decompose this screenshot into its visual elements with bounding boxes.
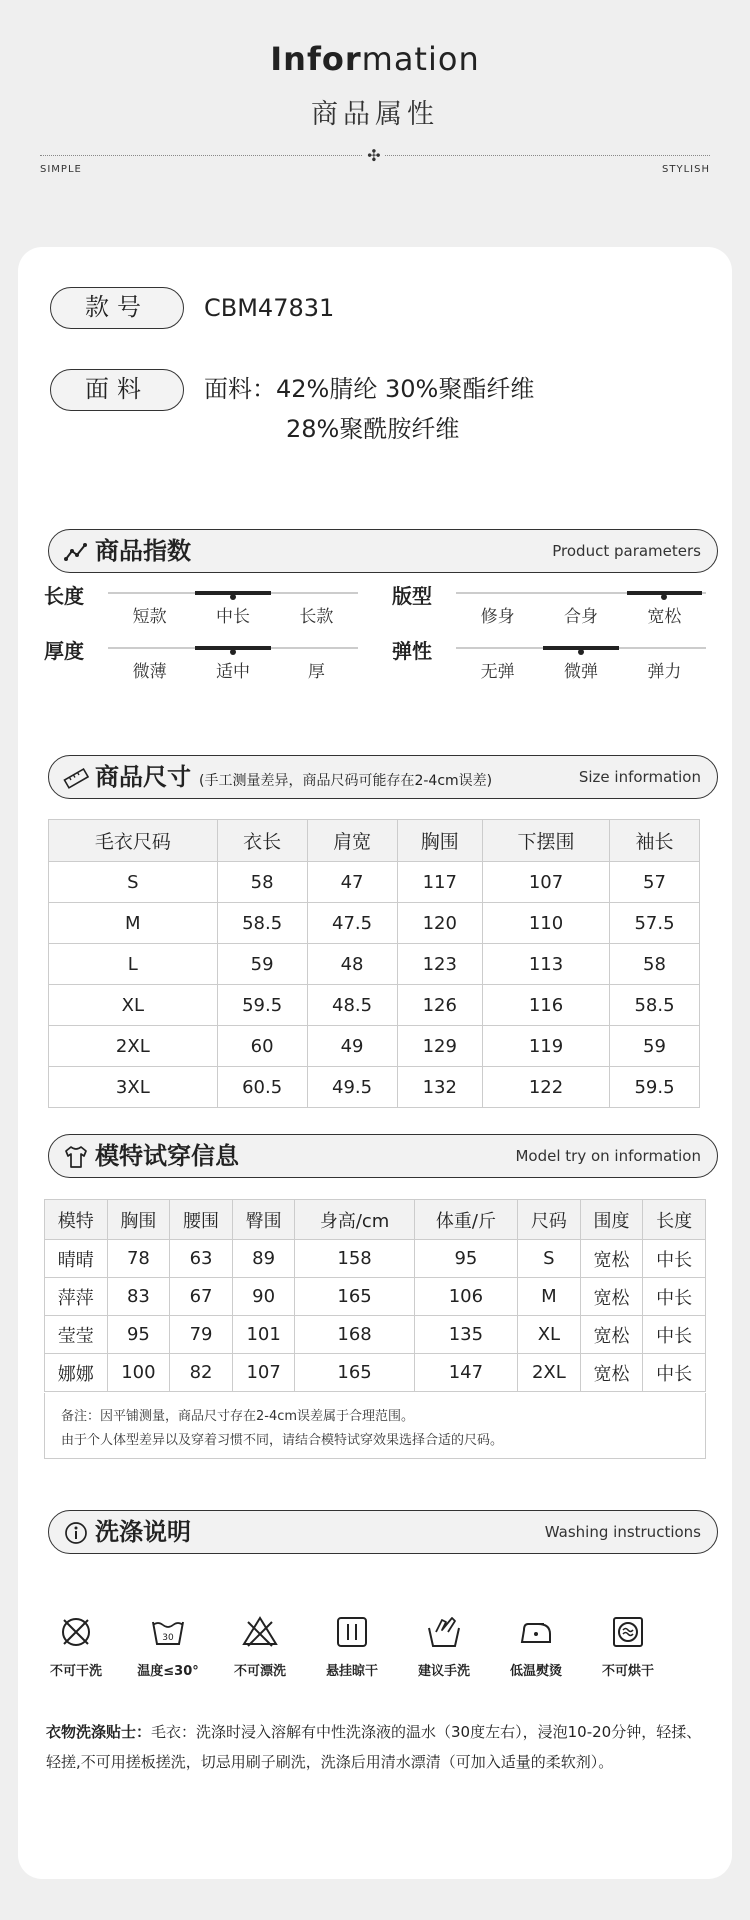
size-table-cell: 59	[610, 1026, 700, 1067]
size-table-cell: 59	[217, 944, 307, 985]
fabric-line-1: 面料：42%腈纶 30%聚酯纤维	[204, 375, 535, 403]
section-title-size	[95, 756, 492, 802]
model-table-cell: 宽松	[580, 1316, 643, 1354]
index-option: 微弹	[564, 662, 598, 682]
index-option: 修身	[480, 607, 515, 627]
fabric-label: 面料	[50, 369, 184, 411]
index-option: 宽松	[647, 607, 682, 627]
model-table	[44, 1199, 706, 1392]
model-note-1: 备注：因平铺测量，商品尺寸存在2-4cm误差属于合理范围。	[61, 1409, 415, 1424]
model-table-cell: 63	[170, 1240, 233, 1278]
model-table-header-cell: 体重/斤	[414, 1200, 517, 1240]
model-table-cell: M	[518, 1278, 581, 1316]
size-table-header	[49, 820, 700, 862]
header-title	[0, 40, 750, 78]
model-table-cell: 宽松	[580, 1240, 643, 1278]
size-table-row	[49, 903, 700, 944]
model-table-cell: 101	[232, 1316, 295, 1354]
index-label: 版型	[392, 584, 432, 608]
size-table-cell: XL	[49, 985, 218, 1026]
size-table-cell: 132	[397, 1067, 482, 1108]
hand-wash-icon	[396, 1612, 492, 1652]
model-table-cell: 165	[295, 1278, 414, 1316]
no-bleach-icon	[212, 1612, 308, 1652]
washing-item	[580, 1612, 676, 1679]
size-table-row	[49, 985, 700, 1026]
size-table-row	[49, 1067, 700, 1108]
section-title-en-indices: Product parameters	[552, 542, 701, 560]
trend-icon	[63, 539, 89, 565]
model-number-label: 款号	[50, 287, 184, 329]
model-table-header-cell: 胸围	[107, 1200, 170, 1240]
model-table-cell: 宽松	[580, 1278, 643, 1316]
washing-item	[488, 1612, 584, 1679]
model-table-cell: 莹莹	[45, 1316, 108, 1354]
section-bar-indices	[48, 529, 718, 573]
model-table-header-cell: 模特	[45, 1200, 108, 1240]
ruler-icon	[63, 765, 89, 791]
model-table-header-cell: 身高/cm	[295, 1200, 414, 1240]
no-dry-clean-icon	[28, 1612, 124, 1652]
size-table-cell: 47.5	[307, 903, 397, 944]
size-table-cell: 116	[482, 985, 609, 1026]
model-table-header-cell: 尺码	[518, 1200, 581, 1240]
index-label: 弹性	[392, 639, 432, 663]
model-table-cell: 83	[107, 1278, 170, 1316]
model-table-row	[45, 1316, 706, 1354]
size-table-header-cell: 袖长	[610, 820, 700, 862]
size-table-header-cell: 肩宽	[307, 820, 397, 862]
size-table	[48, 819, 700, 1108]
header-title-light: mation	[361, 40, 480, 78]
size-table-row	[49, 1026, 700, 1067]
size-table-cell: 47	[307, 862, 397, 903]
index-track	[108, 592, 358, 594]
model-table-cell: 中长	[643, 1278, 706, 1316]
model-table-cell: 宽松	[580, 1354, 643, 1392]
size-table-cell: L	[49, 944, 218, 985]
size-table-header-cell: 下摆围	[482, 820, 609, 862]
hang-dry-icon	[304, 1612, 400, 1652]
section-title-en-size: Size information	[578, 768, 701, 786]
size-table-cell: 57	[610, 862, 700, 903]
model-table-cell: 95	[107, 1316, 170, 1354]
size-table-cell: 110	[482, 903, 609, 944]
model-table-header-cell: 围度	[580, 1200, 643, 1240]
crosshair-icon: ✣	[363, 145, 385, 167]
header-left-tag: SIMPLE	[40, 164, 82, 175]
size-table-header-cell: 毛衣尺码	[49, 820, 218, 862]
index-option: 适中	[216, 662, 250, 682]
size-table-cell: 58	[217, 862, 307, 903]
washing-tip-text: 毛衣：洗涤时浸入溶解有中性洗涤液的温水（30度左右），浸泡10-20分钟，轻揉、轻搓,不可用搓板搓洗，切忌用刷子刷洗，洗涤后用清水漂清（可加入适量的柔软剂）。	[46, 1723, 702, 1771]
index-option: 短款	[132, 607, 167, 627]
washing-tip-label: 衣物洗涤贴士：	[46, 1723, 152, 1741]
model-table-cell: 165	[295, 1354, 414, 1392]
no-tumble-dry-icon	[580, 1612, 676, 1652]
shirt-icon	[63, 1144, 89, 1170]
size-table-cell: 2XL	[49, 1026, 218, 1067]
size-table-cell: 48.5	[307, 985, 397, 1026]
section-bar-washing	[48, 1510, 718, 1554]
washing-item-label: 温度≤30°	[137, 1664, 199, 1679]
size-table-cell: 48	[307, 944, 397, 985]
section-bar-model	[48, 1134, 718, 1178]
index-option: 弹力	[647, 662, 682, 682]
svg-text:30: 30	[162, 1633, 174, 1643]
size-table-cell: 123	[397, 944, 482, 985]
model-table-cell: 晴晴	[45, 1240, 108, 1278]
model-table-cell: 107	[232, 1354, 295, 1392]
size-table-cell: S	[49, 862, 218, 903]
index-marker-dot	[230, 594, 236, 600]
size-table-cell: 126	[397, 985, 482, 1026]
size-table-cell: 59.5	[217, 985, 307, 1026]
model-number-value: CBM47831	[204, 294, 335, 322]
model-table-row	[45, 1354, 706, 1392]
size-table-row	[49, 944, 700, 985]
model-note-2: 由于个人体型差异以及穿着习惯不同，请结合模特试穿效果选择合适的尺码。	[61, 1433, 504, 1448]
index-option: 厚	[307, 662, 325, 682]
section-title-size-text: 商品尺寸	[95, 763, 191, 791]
size-note: (手工测量差异，商品尺码可能存在2-4cm误差)	[199, 773, 493, 789]
header-right-tag: STYLISH	[662, 164, 710, 175]
index-track	[456, 592, 706, 594]
size-table-cell: 58	[610, 944, 700, 985]
size-table-cell: 122	[482, 1067, 609, 1108]
model-table-cell: 娜娜	[45, 1354, 108, 1392]
index-marker-dot	[230, 649, 236, 655]
index-label: 厚度	[44, 639, 84, 663]
model-table-cell: 2XL	[518, 1354, 581, 1392]
wash-30-icon	[120, 1612, 216, 1652]
size-table-row	[49, 862, 700, 903]
model-table-row	[45, 1278, 706, 1316]
model-table-cell: 168	[295, 1316, 414, 1354]
model-table-header-cell: 长度	[643, 1200, 706, 1240]
index-option: 无弹	[480, 662, 515, 682]
index-label: 长度	[44, 584, 84, 608]
index-option: 长款	[299, 607, 334, 627]
washing-item	[28, 1612, 124, 1679]
model-table-cell: 95	[414, 1240, 517, 1278]
section-title-indices: 商品指数	[95, 537, 191, 565]
model-table-cell: S	[518, 1240, 581, 1278]
size-table-cell: 49	[307, 1026, 397, 1067]
washing-item-label: 建议手洗	[417, 1664, 470, 1679]
size-table-cell: 120	[397, 903, 482, 944]
model-table-cell: 106	[414, 1278, 517, 1316]
size-table-header-cell: 衣长	[217, 820, 307, 862]
washing-item	[212, 1612, 308, 1679]
section-title-en-model: Model try on information	[515, 1147, 701, 1165]
model-table-header-cell: 腰围	[170, 1200, 233, 1240]
model-table-cell: 中长	[643, 1354, 706, 1392]
model-table-row	[45, 1240, 706, 1278]
model-table-cell: 中长	[643, 1316, 706, 1354]
size-table-cell: 129	[397, 1026, 482, 1067]
size-table-cell: 113	[482, 944, 609, 985]
index-option: 合身	[564, 607, 598, 627]
size-table-cell: 49.5	[307, 1067, 397, 1108]
model-table-cell: 萍萍	[45, 1278, 108, 1316]
size-table-cell: 119	[482, 1026, 609, 1067]
index-track	[108, 647, 358, 649]
washing-item-label: 低温熨烫	[509, 1664, 562, 1679]
size-table-cell: 117	[397, 862, 482, 903]
model-table-cell: 135	[414, 1316, 517, 1354]
model-table-cell: 79	[170, 1316, 233, 1354]
model-table-cell: 78	[107, 1240, 170, 1278]
model-table-header-cell: 臀围	[232, 1200, 295, 1240]
model-table-cell: 89	[232, 1240, 295, 1278]
section-title-model: 模特试穿信息	[95, 1142, 239, 1170]
index-track	[456, 647, 706, 649]
model-table-cell: 147	[414, 1354, 517, 1392]
model-note-box	[44, 1393, 706, 1459]
size-table-header-cell: 胸围	[397, 820, 482, 862]
index-marker-dot	[661, 594, 667, 600]
size-table-cell: 107	[482, 862, 609, 903]
index-marker-dot	[578, 649, 584, 655]
size-table-cell: 60	[217, 1026, 307, 1067]
model-table-cell: 90	[232, 1278, 295, 1316]
model-table-cell: 67	[170, 1278, 233, 1316]
washing-item-label: 不可烘干	[601, 1664, 654, 1679]
washing-item-label: 不可干洗	[49, 1664, 102, 1679]
washing-item	[304, 1612, 400, 1679]
size-table-cell: 57.5	[610, 903, 700, 944]
info-card	[18, 247, 732, 1879]
model-table-cell: 100	[107, 1354, 170, 1392]
model-table-cell: 158	[295, 1240, 414, 1278]
size-table-cell: 58.5	[217, 903, 307, 944]
section-title-en-washing: Washing instructions	[544, 1523, 701, 1541]
washing-tip	[46, 1717, 706, 1777]
washing-item	[396, 1612, 492, 1679]
model-table-cell: XL	[518, 1316, 581, 1354]
index-option: 微薄	[132, 662, 167, 682]
model-table-cell: 中长	[643, 1240, 706, 1278]
washing-item-label: 悬挂晾干	[325, 1664, 378, 1679]
model-table-header	[45, 1200, 706, 1240]
fabric-line-2: 28%聚酰胺纤维	[286, 415, 460, 443]
size-table-cell: 59.5	[610, 1067, 700, 1108]
size-table-cell: 58.5	[610, 985, 700, 1026]
model-table-cell: 82	[170, 1354, 233, 1392]
section-bar-size	[48, 755, 718, 799]
size-table-cell: 3XL	[49, 1067, 218, 1108]
size-table-cell: 60.5	[217, 1067, 307, 1108]
info-icon	[63, 1520, 89, 1546]
washing-item	[120, 1612, 216, 1679]
header-subtitle: 商品属性	[311, 99, 439, 130]
section-title-washing: 洗涤说明	[95, 1518, 191, 1546]
size-table-cell: M	[49, 903, 218, 944]
index-option: 中长	[216, 607, 250, 627]
washing-item-label: 不可漂洗	[233, 1664, 286, 1679]
header-title-bold: Infor	[270, 40, 362, 78]
low-iron-icon	[488, 1612, 584, 1652]
